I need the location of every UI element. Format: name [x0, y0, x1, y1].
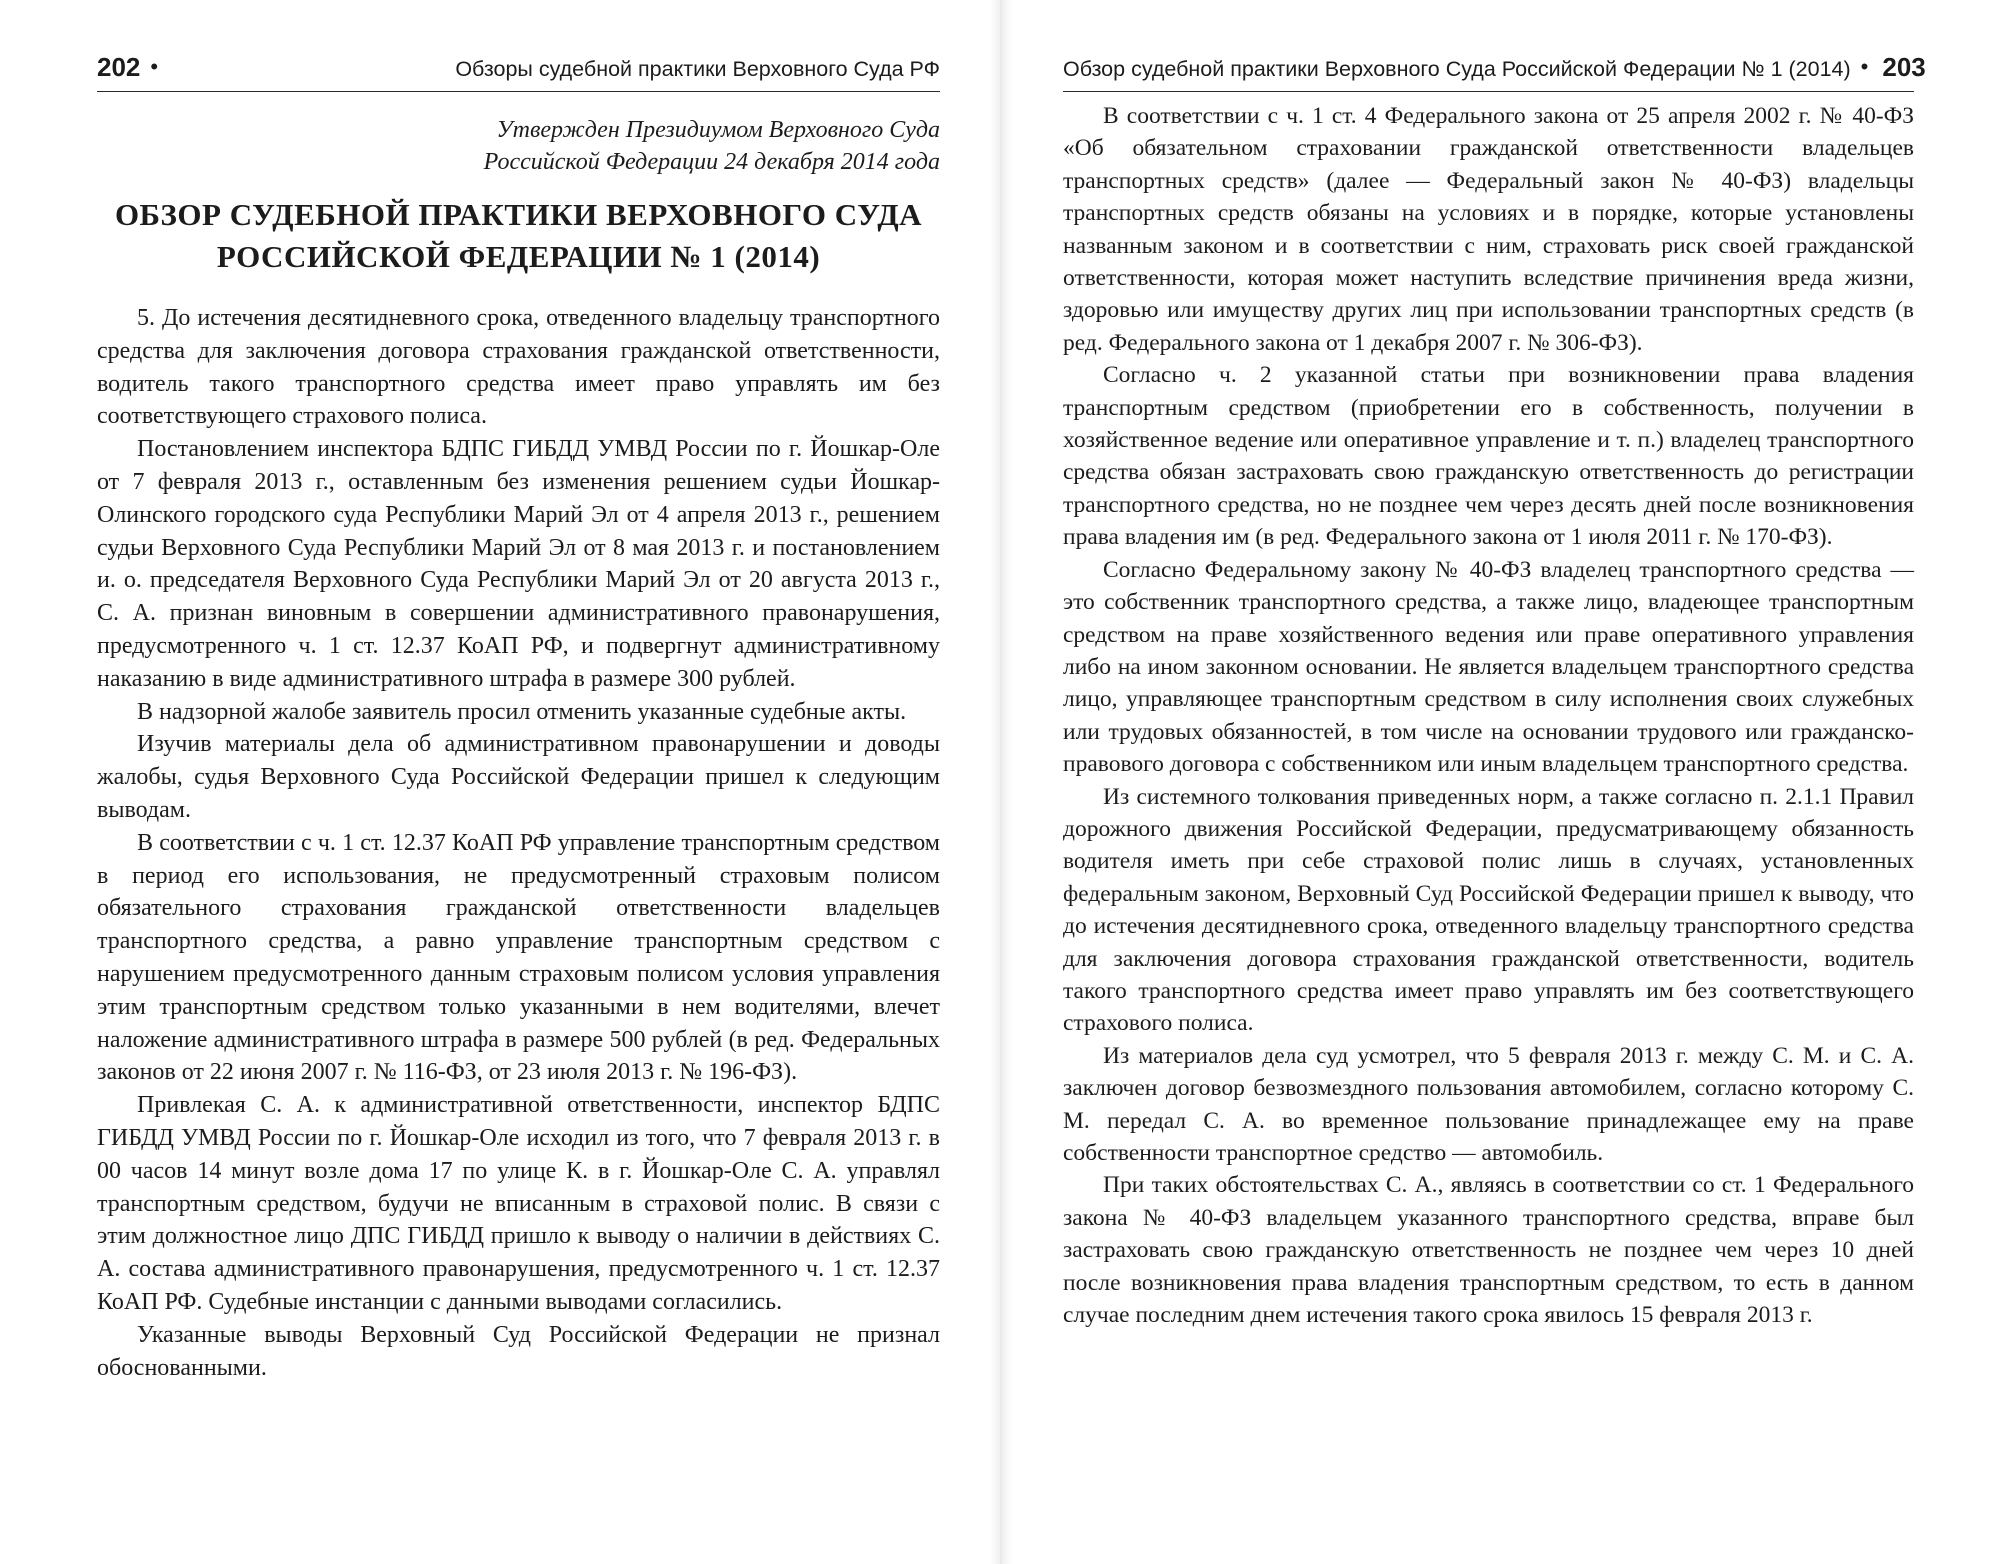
left-body-text — [97, 302, 940, 1384]
left-running-head — [97, 52, 940, 92]
right-body-text — [1063, 100, 1914, 1331]
approval-note — [97, 114, 940, 178]
document-title-line: РОССИЙСКОЙ ФЕДЕРАЦИИ № 1 (2014) — [216, 239, 821, 274]
paragraph: Изучив материалы дела об административном правонарушении и доводы жалобы, судья Верховного Суда Российской Федерации пришел к следующим выводам. — [97, 731, 940, 823]
bullet-separator: • — [1860, 54, 1869, 79]
page-number-left: 202 — [97, 52, 141, 82]
paragraph: Указанные выводы Верховный Суд Российской Федерации не признал обоснованными. — [97, 1321, 940, 1381]
approval-line: Российской Федерации 24 декабря 2014 года — [483, 149, 940, 175]
paragraph: Из материалов дела суд усмотрел, что 5 февраля 2013 г. между С. М. и С. А. заключен договор безвозмездного пользования автомобилем, согласно которому С. М. передал С. А. во временное пользование принадлежащее ему на праве собственности транспортное средство — автомобиль. — [1063, 1042, 1914, 1166]
running-head-title-left: Обзоры судебной практики Верховного Суда РФ — [455, 57, 940, 81]
bullet-separator: • — [150, 54, 159, 79]
paragraph: При таких обстоятельствах С. А., являясь в соответствии со ст. 1 Федерального закона № 40-ФЗ владельцем указанного транспортного средства, вправе был застраховать свою гражданскую ответственность не позднее чем через 10 дней после возникновения права владения транспортным средством, то есть в данном случае последним днем истечения такого срока явилось 15 февраля 2013 г. — [1063, 1172, 1914, 1329]
approval-line: Утвержден Президиумом Верховного Суда — [496, 117, 940, 143]
paragraph: Постановлением инспектора БДПС ГИБДД УМВД России по г. Йошкар-Оле от 7 февраля 2013 г., оставленным без изменения решением судьи Йошкар-Олинского городского суда Республики Марий Эл от 4 апреля 2013 г., решением судьи Верховного Суда Республики Марий Эл от 8 мая 2013 г. и постановлением и. о. председателя Верховного Суда Республики Марий Эл от 20 августа 2013 г., С. А. признан виновным в совершении административного правонарушения, предусмотренного ч. 1 ст. 12.37 КоАП РФ, и подвергнут административному наказанию в виде административного штрафа в размере 300 рублей. — [97, 436, 940, 692]
right-page — [1000, 0, 2000, 1564]
document-title-line: ОБЗОР СУДЕБНОЙ ПРАКТИКИ ВЕРХОВНОГО СУДА — [114, 197, 923, 232]
paragraph: В соответствии с ч. 1 ст. 4 Федерального закона от 25 апреля 2002 г. № 40-ФЗ «Об обязательном страховании гражданской ответственности владельцев транспортных средств» (далее — Федеральный закон № 40-ФЗ) владельцы транспортных средств обязаны на условиях и в порядке, которые установлены названным законом и в соответствии с ним, страховать риск своей гражданской ответственности, которая может наступить вследствие причинения вреда жизни, здоровью или имуществу других лиц при использовании транспортных средств (в ред. Федерального закона от 1 декабря 2007 г. № 306-ФЗ). — [1063, 103, 1914, 356]
paragraph: 5. До истечения десятидневного срока, отведенного владельцу транспортного средства для заключения договора страхования гражданской ответственности, водитель такого транспортного средства имеет право управлять им без соответствующего страхового полиса. — [97, 305, 940, 430]
paragraph: В соответствии с ч. 1 ст. 12.37 КоАП РФ управление транспортным средством в период его использования, не предусмотренный страховым полисом обязательного страхования гражданской ответственности владельцев транспортного средства, а равно управление транспортным средством с нарушением предусмотренного данным страховым полисом условия управления этим транспортным средством только указанными в нем водителями, влечет наложение административного штрафа в размере 500 рублей (в ред. Федеральных законов от 22 июня 2007 г. № 116-ФЗ, от 23 июля 2013 г. № 196-ФЗ). — [97, 829, 940, 1086]
right-running-head — [1063, 52, 1926, 92]
paragraph: Согласно Федеральному закону № 40-ФЗ владелец транспортного средства — это собственник транспортного средства, а также лицо, владеющее транспортным средством на праве хозяйственного ведения или праве оперативного управления либо на ином законном основании. Не является владельцем транспортного средства лицо, управляющее транспортным средством в силу исполнения своих служебных или трудовых обязанностей, в том числе на основании трудового или гражданско-правового договора с собственником или иным владельцем транспортного средства. — [1063, 556, 1914, 778]
paragraph: Из системного толкования приведенных норм, а также согласно п. 2.1.1 Правил дорожного движения Российской Федерации, предусматривающему обязанность водителя иметь при себе страховой полис лишь в случаях, установленных федеральным законом, Верховный Суд Российской Федерации пришел к выводу, что до истечения десятидневного срока, отведенного владельцу транспортного средства для заключения договора страхования гражданской ответственности, водитель такого транспортного средства имеет право управлять им без соответствующего страхового полиса. — [1063, 783, 1914, 1037]
document-title — [97, 194, 940, 278]
paragraph: В надзорной жалобе заявитель просил отменить указанные судебные акты. — [137, 698, 907, 725]
paragraph: Привлекая С. А. к административной ответственности, инспектор БДПС ГИБДД УМВД России по г. Йошкар-Оле исходил из того, что 7 февраля 2013 г. в 00 часов 14 минут возле дома 17 по улице К. в г. Йошкар-Оле С. А. управлял транспортным средством, будучи не вписанным в страховой полис. В связи с этим должностное лицо ДПС ГИБДД пришло к выводу о наличии в действиях С. А. состава административного правонарушения, предусмотренного ч. 1 ст. 12.37 КоАП РФ. Судебные инстанции с данными выводами согласились. — [97, 1092, 940, 1315]
running-head-title-right: Обзор судебной практики Верховного Суда Российской Федерации № 1 (2014) — [1063, 57, 1851, 81]
paragraph: Согласно ч. 2 указанной статьи при возникновении права владения транспортным средством (приобретении его в собственность, получении в хозяйственное ведение или оперативное управление и т. п.) владелец транспортного средства обязан застраховать свою гражданскую ответственность до регистрации транспортного средства, но не позднее чем через десять дней после возникновения права владения им (в ред. Федерального закона от 1 июля 2011 г. № 170-ФЗ). — [1063, 362, 1914, 551]
page-number-right: 203 — [1882, 52, 1926, 82]
